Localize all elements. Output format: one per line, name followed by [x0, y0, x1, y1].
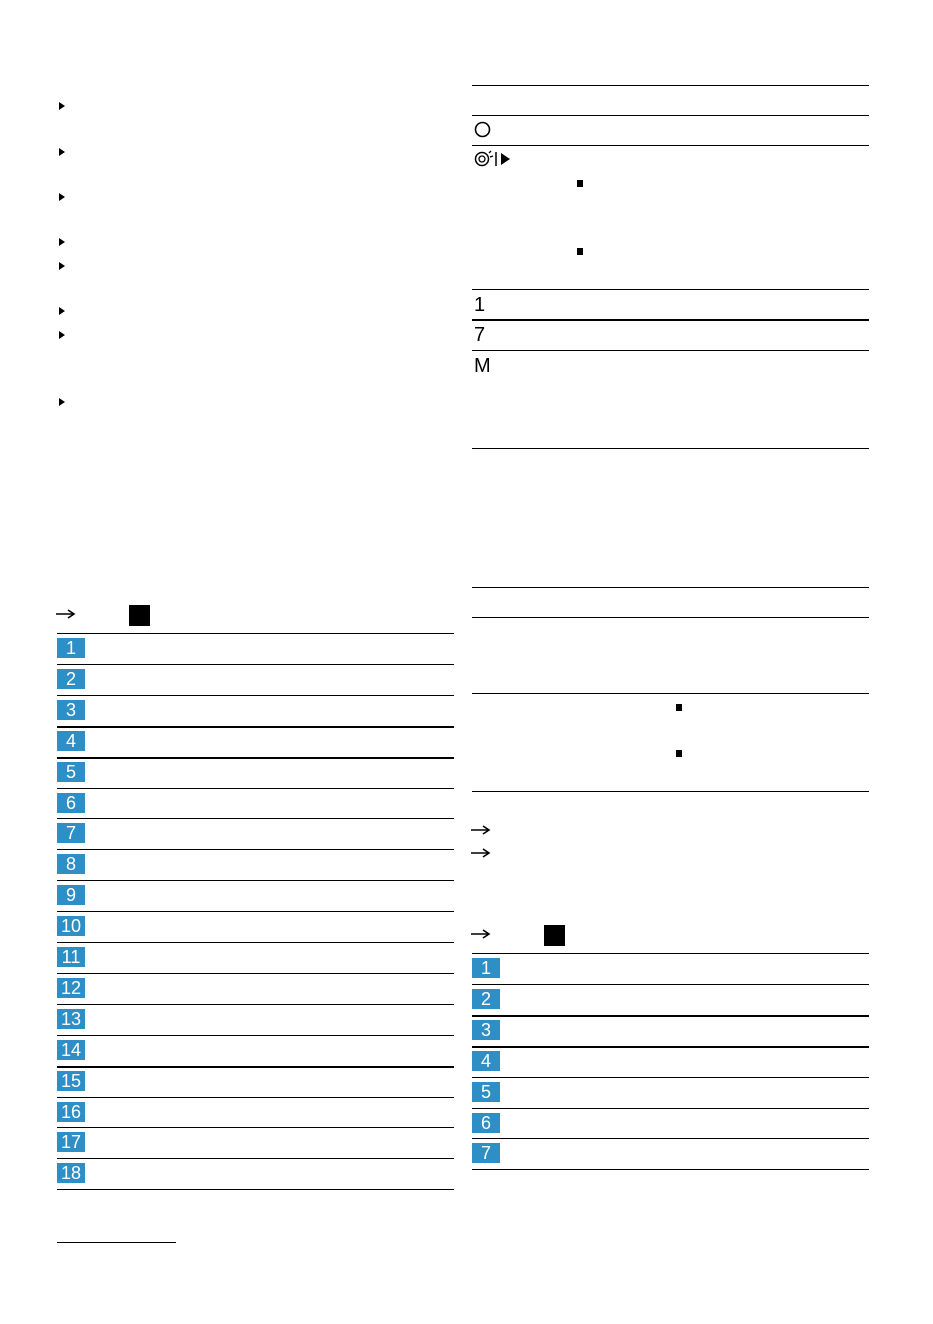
list-item	[472, 985, 869, 1016]
arrow-right-icon	[56, 608, 76, 620]
symbol-one: 1	[474, 294, 486, 316]
table-rule	[472, 617, 869, 618]
list-item	[57, 727, 454, 758]
bullet-marker-icon	[59, 307, 65, 315]
figure-key-box	[129, 605, 150, 626]
item-number-badge: 7	[57, 823, 85, 843]
list-item	[57, 943, 454, 974]
item-number-badge: 18	[57, 1163, 85, 1183]
list-item	[57, 758, 454, 789]
list-item	[57, 696, 454, 727]
bullet-marker-icon	[59, 148, 65, 156]
item-number-badge: 4	[57, 731, 85, 751]
item-number-badge: 16	[57, 1102, 85, 1122]
table-rule	[472, 693, 869, 694]
table-rule	[472, 145, 869, 146]
square-bullet	[676, 704, 682, 711]
table-rule	[472, 587, 869, 588]
circle-icon	[474, 121, 491, 138]
item-number-badge: 9	[57, 885, 85, 905]
list-item	[57, 881, 454, 912]
footnote-rule	[57, 1242, 176, 1243]
list-item	[57, 1036, 454, 1067]
list-rule	[472, 1169, 869, 1170]
item-number-badge: 2	[472, 989, 500, 1009]
list-item	[57, 912, 454, 943]
item-number-badge: 5	[57, 762, 85, 782]
list-rule	[57, 1189, 454, 1190]
arrow-right-icon	[471, 824, 491, 836]
item-number-badge: 7	[472, 1143, 500, 1163]
list-item	[57, 1128, 454, 1159]
table-rule	[472, 115, 869, 116]
item-number-badge: 15	[57, 1071, 85, 1091]
bullet-marker-icon	[59, 398, 65, 406]
item-number-badge: 3	[57, 700, 85, 720]
table-rule	[472, 448, 869, 449]
list-item	[57, 974, 454, 1005]
arrow-right-icon	[471, 928, 491, 940]
item-number-badge: 10	[57, 916, 85, 936]
item-number-badge: 1	[57, 638, 85, 658]
table-rule	[472, 791, 869, 792]
item-number-badge: 8	[57, 854, 85, 874]
bullet-marker-icon	[59, 238, 65, 246]
item-number-badge: 2	[57, 669, 85, 689]
list-item	[472, 1047, 869, 1078]
list-item	[57, 1159, 454, 1190]
figure-key-box	[544, 925, 565, 946]
item-number-badge: 3	[472, 1020, 500, 1040]
item-number-badge: 13	[57, 1009, 85, 1029]
list-item	[472, 1139, 869, 1170]
item-number-badge: 12	[57, 978, 85, 998]
table-rule	[472, 85, 869, 86]
list-item	[472, 1016, 869, 1047]
table-rule	[472, 350, 869, 351]
arrow-right-icon	[471, 847, 491, 859]
list-item	[472, 954, 869, 985]
table-rule	[472, 319, 869, 321]
square-bullet	[577, 180, 583, 187]
bullet-marker-icon	[59, 262, 65, 270]
item-number-badge: 1	[472, 958, 500, 978]
symbol-seven: 7	[474, 324, 486, 346]
item-number-badge: 4	[472, 1051, 500, 1071]
item-number-badge: 17	[57, 1132, 85, 1152]
bullet-marker-icon	[59, 102, 65, 110]
bullet-marker-icon	[59, 331, 65, 339]
list-item	[472, 1109, 869, 1140]
list-item	[472, 1078, 869, 1109]
item-number-badge: 6	[472, 1113, 500, 1133]
list-item	[57, 1005, 454, 1036]
list-item	[57, 1067, 454, 1098]
list-item	[57, 634, 454, 665]
spray-play-icon	[473, 150, 513, 168]
item-number-badge: 14	[57, 1040, 85, 1060]
symbol-m: M	[474, 355, 491, 377]
list-item	[57, 789, 454, 820]
list-item	[57, 1098, 454, 1129]
square-bullet	[577, 248, 583, 255]
item-number-badge: 5	[472, 1082, 500, 1102]
square-bullet	[676, 750, 682, 757]
table-rule	[472, 289, 869, 290]
list-item	[57, 819, 454, 850]
item-number-badge: 6	[57, 793, 85, 813]
list-item	[57, 665, 454, 696]
list-item	[57, 850, 454, 881]
item-number-badge: 11	[57, 947, 85, 967]
bullet-marker-icon	[59, 193, 65, 201]
